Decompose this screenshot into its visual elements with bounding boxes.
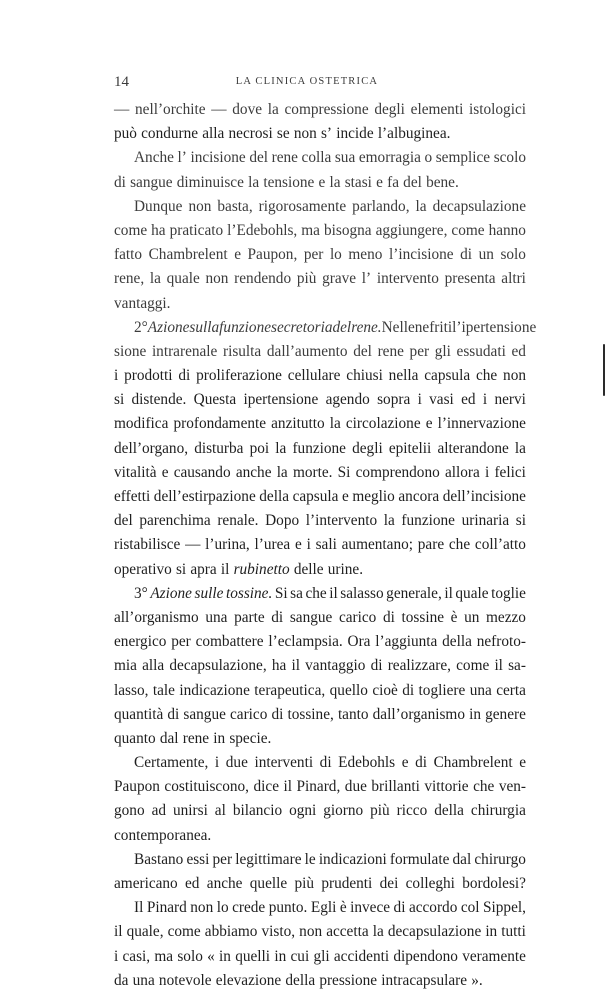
text-line: vitalità e causando anche la morte. Si comprendono allora i felici xyxy=(114,463,526,481)
text-line: rene, la quale non rendendo più grave l’ intervento presenta altri xyxy=(114,270,526,288)
text-line: energico per combattere l’eclampsia. Ora l’aggiunta della nefroto- xyxy=(114,633,526,651)
text-line: del parenchima renale. Dopo l’intervento la funzione urinaria si xyxy=(114,512,526,530)
text-line: si distende. Questa ipertensione agendo sopra i vasi ed i nervi xyxy=(114,391,526,409)
text-line: — nell’orchite — dove la compressione degli elementi istologici xyxy=(114,101,526,118)
text-line: Paupon costituiscono, dice il Pinard, due brillanti vittorie che ven- xyxy=(114,778,526,796)
text-line: modifica profondamente anzitutto la circolazione e l’innervazione xyxy=(114,415,526,433)
text-line: ristabilisce — l’urina, l’urea e i sali aumentano; pare che coll’atto xyxy=(114,536,526,554)
text-line: i prodotti di proliferazione cellulare chiusi nella capsula che non xyxy=(114,367,526,385)
text-line: come ha praticato l’Edebohls, ma bisogna aggiungere, come hanno xyxy=(114,221,526,239)
text-line: quanto dal rene in specie. xyxy=(114,729,272,747)
text-line: può condurne alla necrosi se non s’ incide l’albuginea. xyxy=(114,125,451,143)
text-line: da una notevole elevazione della pressione intracapsulare ». xyxy=(114,971,483,989)
text-line: dell’organo, disturba poi la funzione degli epitelii alterandone la xyxy=(114,439,526,457)
text-line: operativo si apra il rubinetto delle urine. xyxy=(114,560,364,578)
text-line: mia alla decapsulazione, ha il vantaggio di realizzare, come il sa- xyxy=(114,657,526,675)
text-line: 2° Azione sulla funzione secretoria del rene. Nelle nefriti l’ipertensione xyxy=(134,318,537,336)
text-line: fatto Chambrelent e Paupon, per lo meno l’incisione di un solo xyxy=(114,246,526,264)
text-line: effetti dell’estirpazione della capsula e meglio ancora dell’incisione xyxy=(114,488,526,505)
page-number: 14 xyxy=(114,74,129,90)
running-title: LA CLINICA OSTETRICA xyxy=(235,76,379,87)
text-line: gono ad unirsi al bilancio ogni giorno più ricco della chirurgia xyxy=(114,802,526,820)
text-line: contemporanea. xyxy=(114,826,212,844)
text-line: all’organismo una parte di sangue carico di tossine è un mezzo xyxy=(114,608,526,626)
text-line: Bastano essi per legittimare le indicazioni formulate dal chirurgo xyxy=(134,850,526,868)
text-line: lasso, tale indicazione terapeutica, quello cioè di togliere una certa xyxy=(114,681,526,699)
text-line: di sangue diminuisce la tensione e la stasi e fa del bene. xyxy=(114,173,459,191)
text-line: Il Pinard non lo crede punto. Egli è invece di accordo col Sippel, xyxy=(134,899,526,917)
text-line: quantità di sangue carico di tossine, tanto dall’organismo in genere xyxy=(114,705,526,723)
text-line: Certamente, i due interventi di Edebohls e di Chambrelent e xyxy=(134,754,526,772)
text-line: sione intrarenale risulta dall’aumento del rene per gli essudati ed xyxy=(114,342,526,360)
text-line: americano ed anche quelle più prudenti dei colleghi bordolesi? xyxy=(114,875,526,892)
body-text xyxy=(114,98,537,993)
scan-margin-mark xyxy=(603,344,605,396)
text-line: 3° Azione sulle tossine. Si sa che il salasso generale, il quale toglie xyxy=(134,584,526,602)
text-line: vantaggi. xyxy=(114,294,171,312)
text-line: i casi, ma solo « in quelli in cui gli accidenti dipendono veramente xyxy=(114,947,526,965)
text-line: Dunque non basta, rigorosamente parlando, la decapsulazione xyxy=(134,197,526,215)
text-line: il quale, come abbiamo visto, non accetta la decapsulazione in tutti xyxy=(114,923,526,941)
text-line: Anche l’ incisione del rene colla sua emorragia o semplice scolo xyxy=(134,149,526,167)
